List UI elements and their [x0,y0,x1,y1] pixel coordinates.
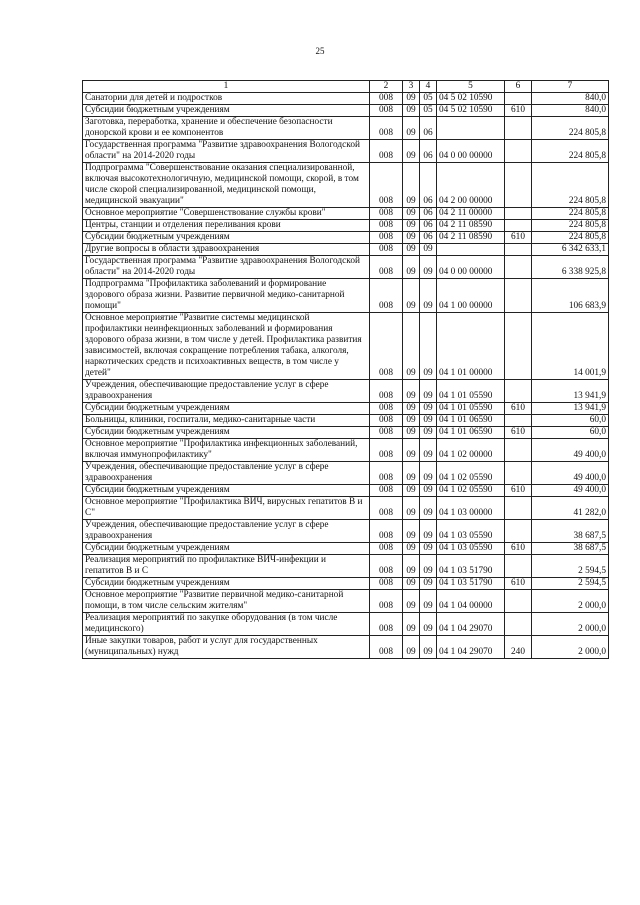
row-ministry-code: 008 [370,279,403,313]
table-row [83,497,609,520]
row-target-code: 04 1 03 05590 [437,543,505,555]
row-expense-type: 610 [505,403,532,415]
row-target-code: 04 5 02 10590 [437,105,505,117]
row-ministry-code: 008 [370,636,403,659]
row-target-code: 04 1 01 06590 [437,415,505,427]
row-ministry-code: 008 [370,497,403,520]
row-expense-type: 610 [505,543,532,555]
row-name: Субсидии бюджетным учреждениям [83,427,370,439]
table-row [83,380,609,403]
row-subsection-code: 09 [420,462,437,485]
row-expense-type [505,279,532,313]
table-row [83,485,609,497]
row-section-code: 09 [403,555,420,578]
row-target-code: 04 5 02 10590 [437,93,505,105]
row-target-code: 04 1 03 51790 [437,578,505,590]
table-row [83,427,609,439]
row-name: Иные закупки товаров, работ и услуг для государственных (муниципальных) нужд [83,636,370,659]
table-row [83,590,609,613]
row-name: Подпрограмма "Профилактика заболеваний и формирование здорового образа жизни. Развитие первичной медико-санитарной помощи" [83,279,370,313]
row-name: Субсидии бюджетным учреждениям [83,105,370,117]
row-ministry-code: 008 [370,578,403,590]
row-section-code: 09 [403,543,420,555]
row-subsection-code: 09 [420,613,437,636]
table-row [83,140,609,163]
row-subsection-code: 06 [420,140,437,163]
row-section-code: 09 [403,232,420,244]
row-amount: 224 805,8 [532,208,609,220]
row-expense-type [505,313,532,380]
row-subsection-code: 09 [420,555,437,578]
row-amount: 224 805,8 [532,232,609,244]
row-subsection-code: 06 [420,208,437,220]
row-name: Государственная программа "Развитие здравоохранения Вологодской области" на 2014-2020 годы [83,140,370,163]
row-section-code: 09 [403,415,420,427]
table-body [83,81,609,659]
row-ministry-code: 008 [370,613,403,636]
row-section-code: 09 [403,208,420,220]
header-col-5: 5 [437,81,505,93]
row-subsection-code: 06 [420,232,437,244]
table-row [83,543,609,555]
row-section-code: 09 [403,427,420,439]
row-expense-type [505,220,532,232]
row-expense-type [505,244,532,256]
row-subsection-code: 09 [420,578,437,590]
row-name: Субсидии бюджетным учреждениям [83,485,370,497]
row-ministry-code: 008 [370,439,403,462]
row-section-code: 09 [403,279,420,313]
header-row [83,81,609,93]
row-target-code: 04 2 11 08590 [437,232,505,244]
row-amount: 106 683,9 [532,279,609,313]
row-target-code: 04 1 02 05590 [437,485,505,497]
header-col-6: 6 [505,81,532,93]
row-section-code: 09 [403,613,420,636]
row-subsection-code: 09 [420,590,437,613]
row-ministry-code: 008 [370,403,403,415]
table-row [83,220,609,232]
row-subsection-code: 05 [420,93,437,105]
row-name: Учреждения, обеспечивающие предоставление услуг в сфере здравоохранения [83,380,370,403]
row-subsection-code: 09 [420,403,437,415]
table-row [83,403,609,415]
row-amount: 49 400,0 [532,462,609,485]
table-row [83,256,609,279]
row-expense-type: 610 [505,578,532,590]
row-ministry-code: 008 [370,163,403,208]
row-name: Учреждения, обеспечивающие предоставление услуг в сфере здравоохранения [83,520,370,543]
row-section-code: 09 [403,520,420,543]
row-target-code: 04 1 00 00000 [437,279,505,313]
row-name: Субсидии бюджетным учреждениям [83,543,370,555]
header-col-1: 1 [83,81,370,93]
table-row [83,163,609,208]
row-ministry-code: 008 [370,105,403,117]
table-row [83,578,609,590]
header-col-3: 3 [403,81,420,93]
row-name: Подпрограмма "Совершенствование оказания специализированной, включая высокотехнологичную, медицинской помощи, скорой, в том числе скорой специализированной, медицинской помощи, медицинской эвакуации" [83,163,370,208]
row-target-code: 04 1 01 05590 [437,380,505,403]
row-section-code: 09 [403,636,420,659]
row-amount: 49 400,0 [532,439,609,462]
table-row [83,439,609,462]
table-row [83,105,609,117]
row-subsection-code: 09 [420,427,437,439]
row-expense-type: 610 [505,427,532,439]
row-expense-type [505,555,532,578]
row-ministry-code: 008 [370,427,403,439]
row-name: Заготовка, переработка, хранение и обеспечение безопасности донорской крови и ее компонентов [83,117,370,140]
row-name: Основное мероприятие "Развитие первичной медико-санитарной помощи, в том числе сельским жителям" [83,590,370,613]
row-expense-type [505,140,532,163]
row-name: Реализация мероприятий по закупке оборудования (в том числе медицинского) [83,613,370,636]
row-ministry-code: 008 [370,520,403,543]
row-amount: 60,0 [532,415,609,427]
row-amount: 224 805,8 [532,163,609,208]
row-ministry-code: 008 [370,462,403,485]
row-section-code: 09 [403,403,420,415]
row-ministry-code: 008 [370,220,403,232]
row-name: Другие вопросы в области здравоохранения [83,244,370,256]
row-target-code: 04 1 04 29070 [437,613,505,636]
row-expense-type [505,415,532,427]
row-amount: 38 687,5 [532,520,609,543]
row-ministry-code: 008 [370,232,403,244]
row-subsection-code: 06 [420,220,437,232]
budget-table [82,80,609,659]
row-subsection-code: 09 [420,485,437,497]
row-expense-type [505,497,532,520]
row-expense-type [505,256,532,279]
row-section-code: 09 [403,497,420,520]
table-row [83,279,609,313]
row-expense-type: 610 [505,232,532,244]
table-row [83,555,609,578]
row-section-code: 09 [403,163,420,208]
row-subsection-code: 06 [420,163,437,208]
table-row [83,415,609,427]
table-row [83,232,609,244]
row-name: Основное мероприятие "Профилактика инфекционных заболеваний, включая иммунопрофилактику" [83,439,370,462]
row-expense-type [505,380,532,403]
row-amount: 38 687,5 [532,543,609,555]
row-subsection-code: 09 [420,313,437,380]
row-subsection-code: 09 [420,279,437,313]
table-row [83,636,609,659]
row-ministry-code: 008 [370,140,403,163]
row-expense-type [505,462,532,485]
table-row [83,117,609,140]
row-ministry-code: 008 [370,590,403,613]
row-name: Основное мероприятие "Профилактика ВИЧ, вирусных гепатитов В и С" [83,497,370,520]
row-ministry-code: 008 [370,313,403,380]
row-subsection-code: 06 [420,117,437,140]
row-amount: 6 342 633,1 [532,244,609,256]
row-subsection-code: 09 [420,497,437,520]
row-target-code: 04 1 02 00000 [437,439,505,462]
row-amount: 14 001,9 [532,313,609,380]
row-ministry-code: 008 [370,415,403,427]
row-target-code: 04 2 00 00000 [437,163,505,208]
row-section-code: 09 [403,244,420,256]
row-section-code: 09 [403,140,420,163]
row-ministry-code: 008 [370,244,403,256]
row-target-code: 04 0 00 00000 [437,140,505,163]
row-subsection-code: 09 [420,244,437,256]
row-amount: 6 338 925,8 [532,256,609,279]
row-target-code: 04 1 01 06590 [437,427,505,439]
row-target-code: 04 1 01 00000 [437,313,505,380]
row-name: Центры, станции и отделения переливания крови [83,220,370,232]
row-expense-type: 610 [505,105,532,117]
row-amount: 2 000,0 [532,590,609,613]
row-target-code: 04 2 11 08590 [437,220,505,232]
table-row [83,613,609,636]
row-target-code: 04 1 04 29070 [437,636,505,659]
row-amount: 13 941,9 [532,380,609,403]
row-amount: 2 594,5 [532,555,609,578]
row-expense-type [505,208,532,220]
row-amount: 2 594,5 [532,578,609,590]
page-number: 25 [315,46,325,56]
row-section-code: 09 [403,380,420,403]
row-section-code: 09 [403,313,420,380]
row-target-code: 04 1 03 51790 [437,555,505,578]
row-expense-type [505,93,532,105]
row-subsection-code: 09 [420,636,437,659]
row-subsection-code: 05 [420,105,437,117]
row-expense-type [505,520,532,543]
row-ministry-code: 008 [370,208,403,220]
row-target-code: 04 2 11 00000 [437,208,505,220]
row-name: Субсидии бюджетным учреждениям [83,232,370,244]
row-ministry-code: 008 [370,117,403,140]
row-target-code: 04 1 04 00000 [437,590,505,613]
row-name: Основное мероприятие "Развитие системы медицинской профилактики неинфекционных заболеваний и формирования здорового образа жизни, в том числе у детей. Профилактика развития зависимостей, включая сокращение потребления табака, алкоголя, наркотических средств и психоактивных веществ, в том числе у детей" [83,313,370,380]
row-name: Государственная программа "Развитие здравоохранения Вологодской области" на 2014-2020 годы [83,256,370,279]
table-row [83,93,609,105]
header-col-2: 2 [370,81,403,93]
row-target-code: 04 1 03 05590 [437,520,505,543]
row-subsection-code: 09 [420,543,437,555]
row-target-code: 04 1 03 00000 [437,497,505,520]
row-ministry-code: 008 [370,555,403,578]
row-target-code: 04 1 02 05590 [437,462,505,485]
row-ministry-code: 008 [370,93,403,105]
row-expense-type [505,439,532,462]
row-ministry-code: 008 [370,485,403,497]
table-row [83,462,609,485]
row-section-code: 09 [403,117,420,140]
row-subsection-code: 09 [420,256,437,279]
row-section-code: 09 [403,93,420,105]
row-subsection-code: 09 [420,439,437,462]
header-col-7: 7 [532,81,609,93]
row-amount: 840,0 [532,93,609,105]
row-section-code: 09 [403,462,420,485]
row-name: Санатории для детей и подростков [83,93,370,105]
row-target-code [437,244,505,256]
row-expense-type [505,117,532,140]
row-amount: 2 000,0 [532,613,609,636]
row-target-code: 04 0 00 00000 [437,256,505,279]
row-ministry-code: 008 [370,380,403,403]
row-amount: 41 282,0 [532,497,609,520]
row-amount: 2 000,0 [532,636,609,659]
row-amount: 224 805,8 [532,140,609,163]
row-section-code: 09 [403,590,420,613]
table-row [83,208,609,220]
row-expense-type: 240 [505,636,532,659]
row-name: Субсидии бюджетным учреждениям [83,578,370,590]
row-expense-type [505,163,532,208]
row-amount: 49 400,0 [532,485,609,497]
row-expense-type: 610 [505,485,532,497]
row-name: Реализация мероприятий по профилактике ВИЧ-инфекции и гепатитов В и С [83,555,370,578]
row-name: Учреждения, обеспечивающие предоставление услуг в сфере здравоохранения [83,462,370,485]
row-target-code: 04 1 01 05590 [437,403,505,415]
row-name: Больницы, клиники, госпитали, медико-санитарные части [83,415,370,427]
row-section-code: 09 [403,485,420,497]
row-ministry-code: 008 [370,543,403,555]
row-ministry-code: 008 [370,256,403,279]
row-amount: 13 941,9 [532,403,609,415]
row-name: Основное мероприятие "Совершенствование службы крови" [83,208,370,220]
row-subsection-code: 09 [420,520,437,543]
row-expense-type [505,613,532,636]
row-section-code: 09 [403,256,420,279]
table-row [83,244,609,256]
row-subsection-code: 09 [420,380,437,403]
row-target-code [437,117,505,140]
row-amount: 224 805,8 [532,117,609,140]
row-section-code: 09 [403,439,420,462]
row-subsection-code: 09 [420,415,437,427]
header-col-4: 4 [420,81,437,93]
row-amount: 840,0 [532,105,609,117]
row-amount: 60,0 [532,427,609,439]
table-row [83,313,609,380]
row-section-code: 09 [403,220,420,232]
table-row [83,520,609,543]
row-name: Субсидии бюджетным учреждениям [83,403,370,415]
row-section-code: 09 [403,105,420,117]
row-amount: 224 805,8 [532,220,609,232]
row-expense-type [505,590,532,613]
row-section-code: 09 [403,578,420,590]
